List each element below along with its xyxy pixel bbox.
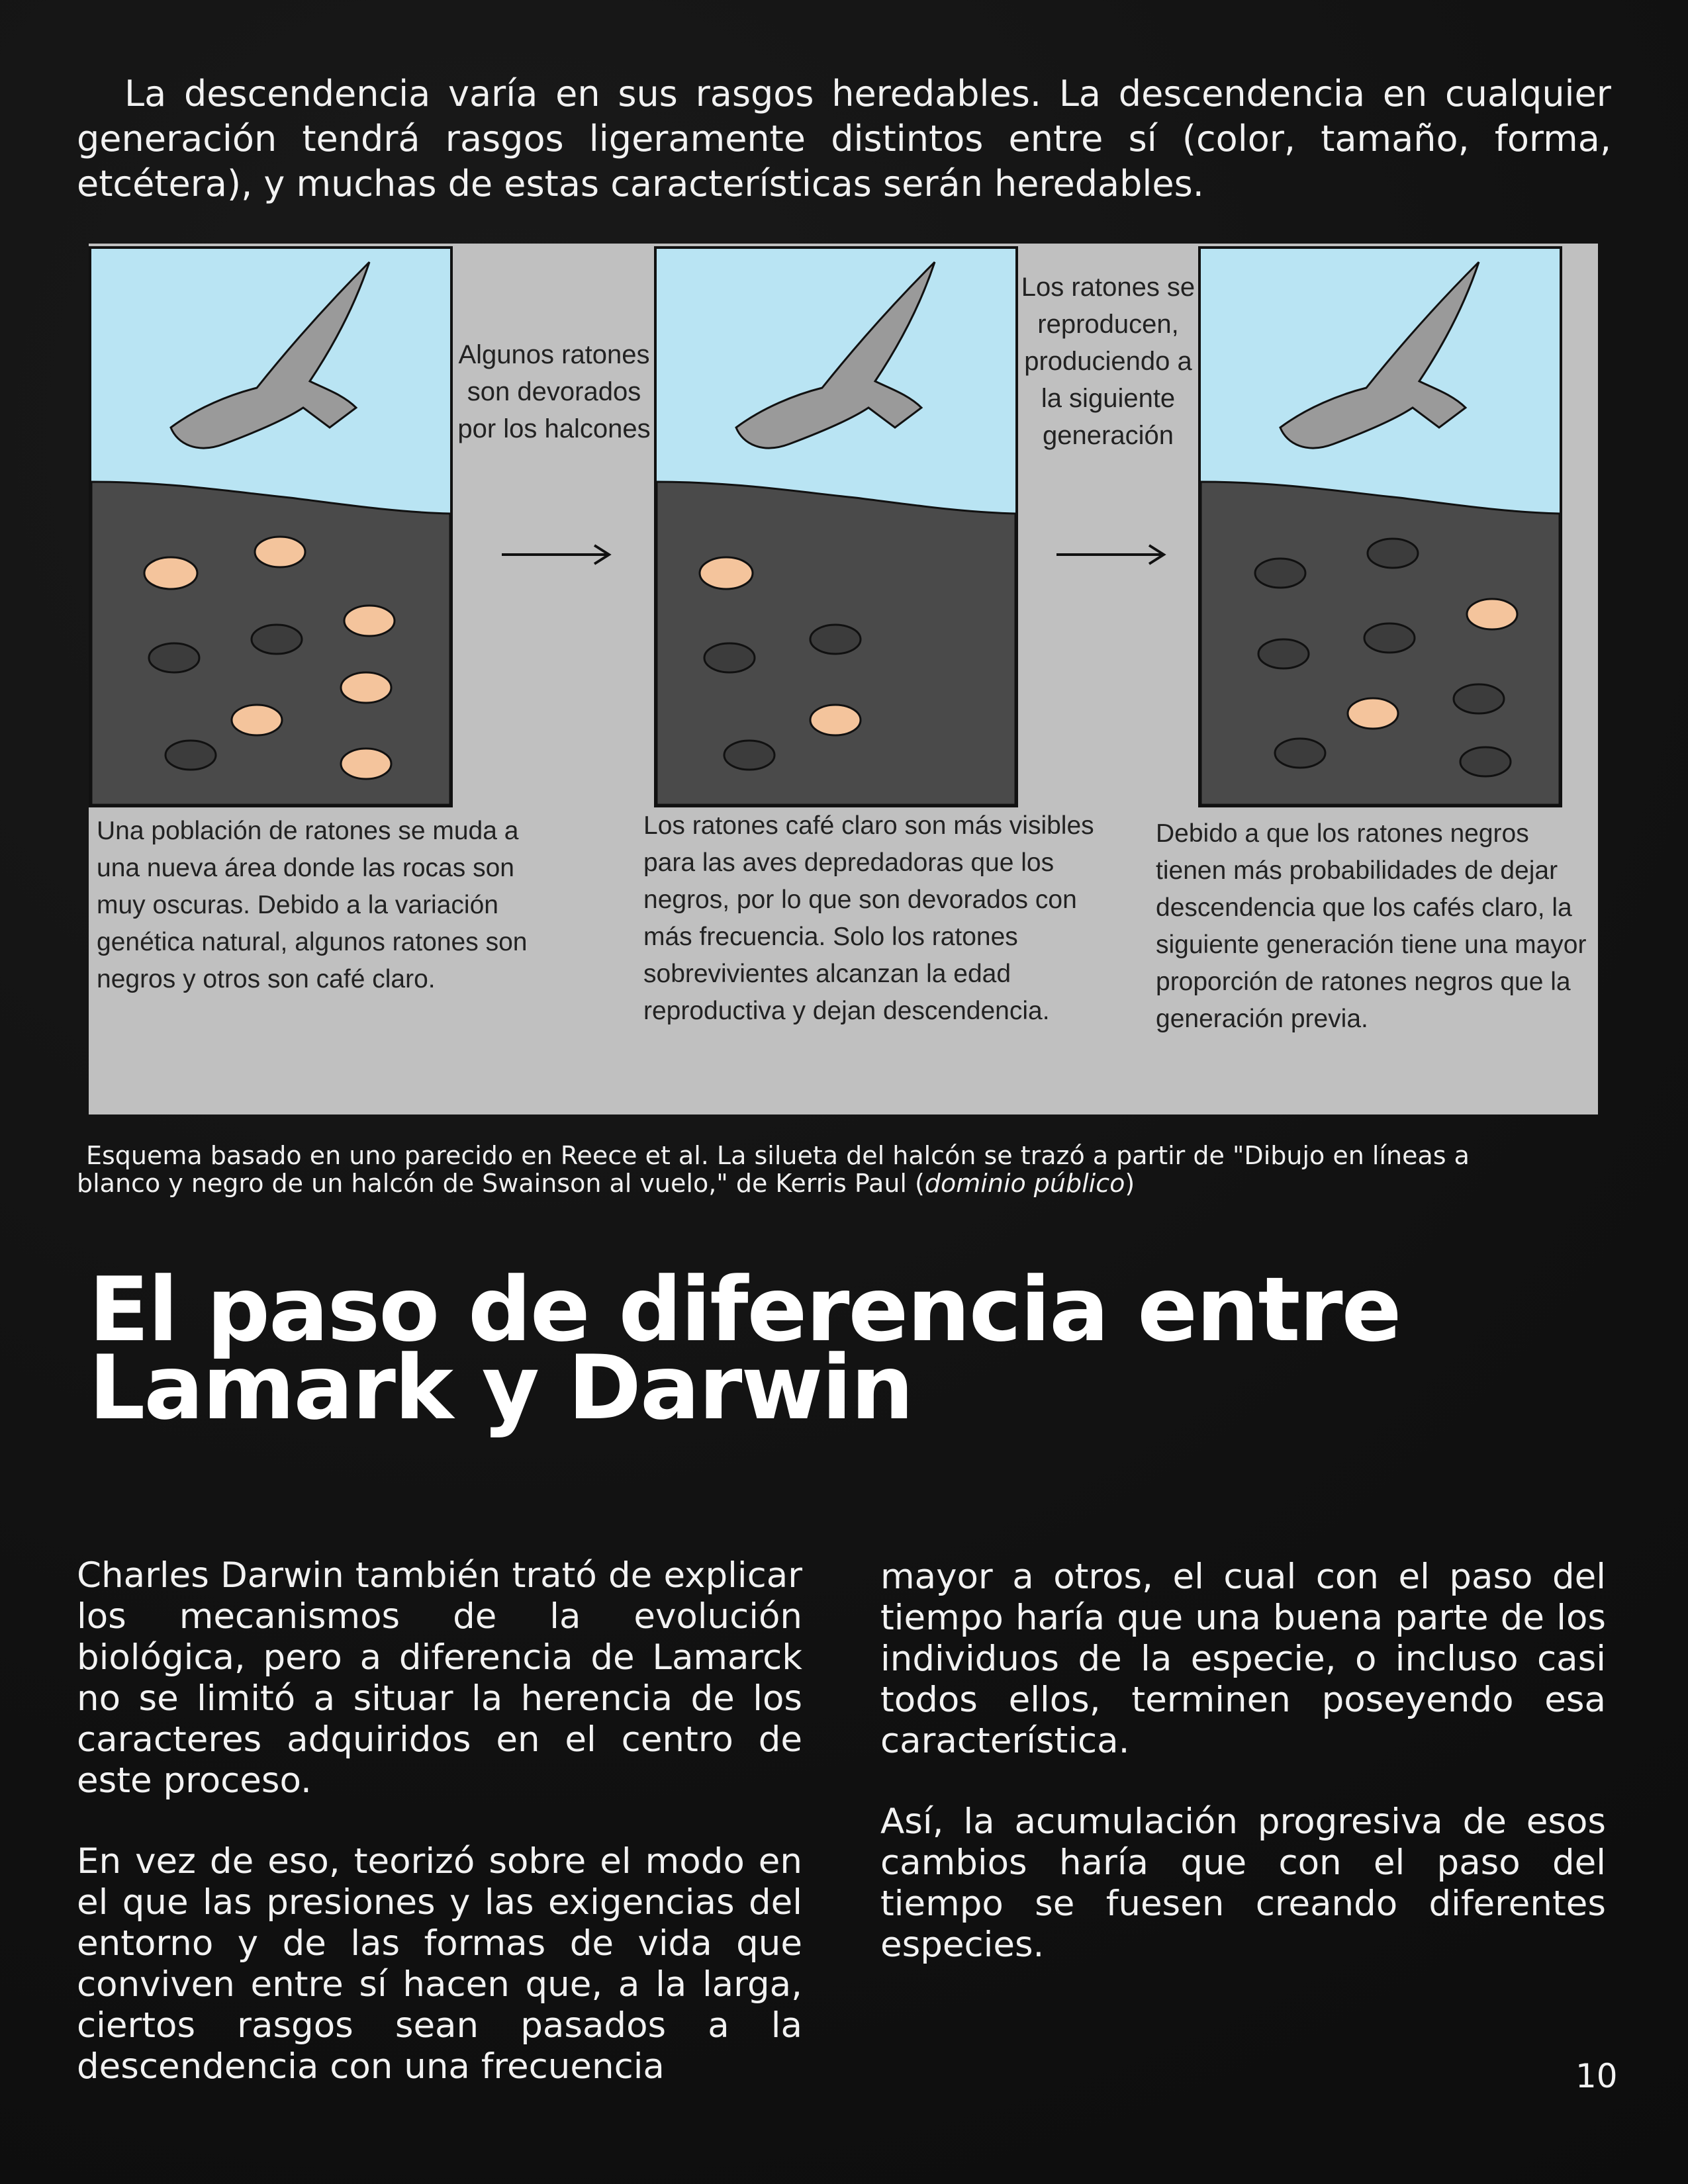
- right-paragraph-2: Así, la acumulación progresiva de esos cambios haría que con el paso del tiempo se fuesen creando diferentes especies.: [880, 1801, 1606, 1965]
- credit-line-1: Esquema basado en uno parecido en Reece et al. La silueta del halcón se trazó a partir de "Dibujo en líneas a: [86, 1141, 1470, 1170]
- arrow-label-1: Algunos ratones son devorados por los halcones: [457, 340, 651, 443]
- natural-selection-figure: [89, 244, 1598, 1115]
- panel-initial-population: [89, 246, 453, 807]
- arrow-right-icon: [1056, 541, 1169, 568]
- right-column: [880, 1557, 1606, 1966]
- arrow-label-2: Los ratones se reproducen, produciendo a la siguiente generación: [1021, 273, 1196, 450]
- arrow-right-icon: [502, 541, 614, 568]
- intro-paragraph: La descendencia varía en sus rasgos heredables. La descendencia en cualquier generación tendrá rasgos ligeramente distintos entre sí (color, tamaño, forma, etcétera), y muchas de estas características serán heredables.: [77, 73, 1611, 205]
- left-paragraph-2: En vez de eso, teorizó sobre el modo en el que las presiones y las exigencias del entorno y de las formas de vida que conviven entre sí hacen que, a la larga, ciertos rasgos sean pasados a la descendencia con una frecuencia: [77, 1841, 802, 2087]
- figure-credit: [77, 1142, 1613, 1197]
- panel-predation: [654, 246, 1018, 807]
- credit-line-2: blanco y negro de un halcón de Swainson al vuelo," de Kerris Paul (dominio público): [77, 1169, 1135, 1198]
- caption-panel-1: Una población de ratones se muda a una nueva área donde las rocas son muy oscuras. Debido a la variación genética natural, algunos ratones son negros y otros son café claro.: [97, 817, 528, 993]
- left-paragraph-1: Charles Darwin también trató de explicar los mecanismos de la evolución biológica, pero a diferencia de Lamarck no se limitó a situar la herencia de los caracteres adquiridos en el centro de este proceso.: [77, 1555, 802, 1801]
- section-heading: El paso de diferencia entre Lamark y Darwin: [89, 1258, 1401, 1439]
- caption-panel-2: Los ratones café claro son más visibles para las aves depredadoras que los negros, por lo que son devorados con más frecuencia. Solo los ratones sobrevivientes alcanzan la edad reproductiva y dejan descendencia.: [643, 811, 1094, 1025]
- caption-panel-3: Debido a que los ratones negros tienen más probabilidades de dejar descendencia que los cafés claro, la siguiente generación tiene una mayor proporción de ratones negros que la generación previa.: [1156, 819, 1587, 1033]
- page-number: 10: [1575, 2057, 1618, 2095]
- right-paragraph-1: mayor a otros, el cual con el paso del tiempo haría que una buena parte de los individuos de la especie, o incluso casi todos ellos, terminen poseyendo esa característica.: [880, 1557, 1606, 1761]
- left-column: [77, 1555, 802, 2087]
- panel-next-generation: [1198, 246, 1562, 807]
